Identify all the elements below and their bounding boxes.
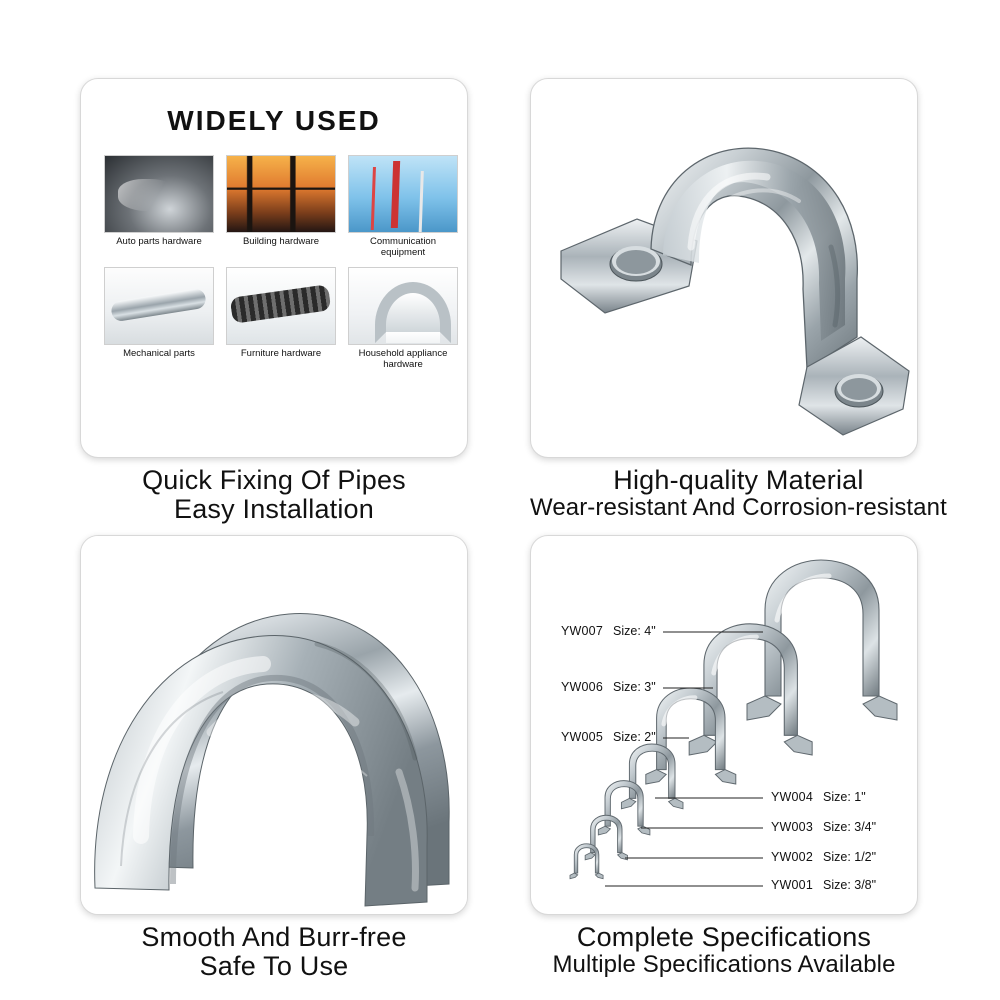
- corrugated-hose-photo: [226, 267, 336, 345]
- caption-line-1: Smooth And Burr-free: [141, 922, 407, 952]
- spec-size: Size: 1": [823, 790, 866, 804]
- caption-line-2: Safe To Use: [199, 951, 349, 982]
- spec-size: Size: 1/2": [823, 850, 877, 864]
- panel-specifications: [530, 535, 918, 978]
- spec-code: YW006: [561, 680, 603, 694]
- caption-line-1: Quick Fixing Of Pipes: [142, 465, 406, 495]
- caption-line-2: Easy Installation: [173, 494, 374, 525]
- spec-size: Size: 3/4": [823, 820, 877, 834]
- steel-saddle-clamp-photo: [531, 79, 918, 458]
- material-caption: [530, 466, 947, 521]
- metal-clamp-photo: [348, 267, 458, 345]
- caption-line-2: Wear-resistant And Corrosion-resistant: [530, 494, 947, 522]
- usage-item: [225, 155, 337, 259]
- spec-row: [771, 878, 876, 892]
- spec-code: YW002: [771, 850, 813, 864]
- spec-size: Size: 3": [613, 680, 656, 694]
- usage-item-label: Household appliance hardware: [358, 347, 448, 370]
- smooth-caption: [80, 923, 468, 981]
- spec-size: Size: 3/8": [823, 878, 877, 892]
- clamp-closeup-photo: [81, 536, 468, 915]
- widely-used-title: WIDELY USED: [167, 105, 381, 136]
- spec-row: [771, 820, 876, 834]
- usage-item: [103, 267, 215, 371]
- spec-code: YW004: [771, 790, 813, 804]
- usage-item: [103, 155, 215, 259]
- specifications-caption: [530, 923, 918, 978]
- spec-row: [561, 730, 656, 744]
- spec-code: YW005: [561, 730, 603, 744]
- construction-crane-photo: [226, 155, 336, 233]
- caption-line-1: High-quality Material: [613, 465, 864, 495]
- smooth-card: [80, 535, 468, 915]
- spec-row: [771, 790, 866, 804]
- material-card: [530, 78, 918, 458]
- specifications-card: [530, 535, 918, 915]
- usage-item: [225, 267, 337, 371]
- usage-item-label: Auto parts hardware: [116, 236, 202, 247]
- caption-line-1: Complete Specifications: [576, 922, 872, 952]
- spec-row: [561, 624, 656, 638]
- panel-material: [530, 78, 947, 521]
- usage-item: [347, 155, 459, 259]
- spec-row: [561, 680, 656, 694]
- caption-line-2: Multiple Specifications Available: [552, 951, 896, 979]
- spec-code: YW001: [771, 878, 813, 892]
- widely-used-grid: [103, 155, 448, 371]
- antenna-tower-photo: [348, 155, 458, 233]
- spec-size: Size: 4": [613, 624, 656, 638]
- widely-used-caption: [80, 466, 468, 524]
- widely-used-card: [80, 78, 468, 458]
- usage-item-label: Mechanical parts: [123, 347, 195, 359]
- spec-row: [771, 850, 876, 864]
- usage-item: [347, 267, 459, 371]
- panel-widely-used: [80, 78, 468, 524]
- spec-code: YW007: [561, 624, 603, 638]
- usage-item-label: Building hardware: [242, 236, 320, 247]
- car-interior-photo: [104, 155, 214, 233]
- spec-size: Size: 2": [613, 730, 656, 744]
- spec-code: YW003: [771, 820, 813, 834]
- metal-pipe-photo: [104, 267, 214, 345]
- usage-item-label: Communication equipment: [370, 236, 436, 258]
- panel-smooth: [80, 535, 468, 981]
- usage-item-label: Furniture hardware: [240, 347, 322, 359]
